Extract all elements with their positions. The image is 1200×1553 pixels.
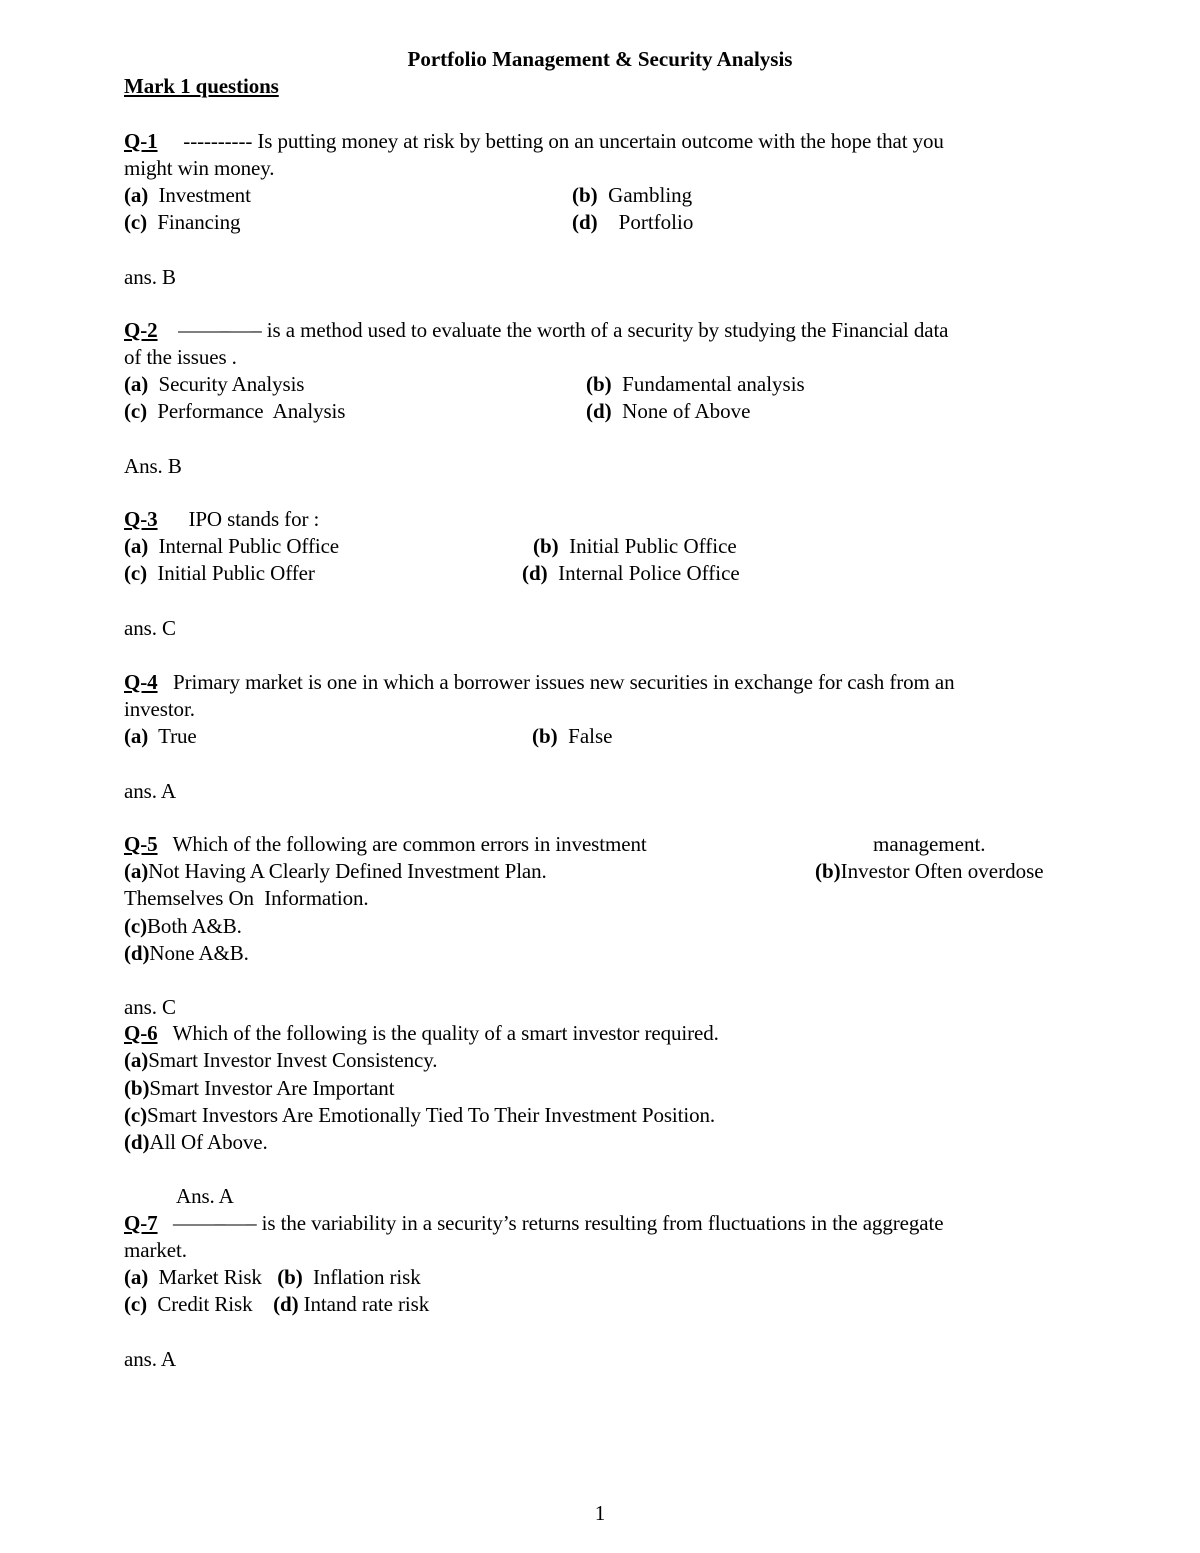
question-text-cont: investor. (124, 697, 195, 721)
question-number: Q-2 (124, 318, 158, 342)
question-number: Q-7 (124, 1211, 158, 1235)
option-d: (d)None A&B. (124, 941, 249, 965)
answer: ans. A (124, 1347, 176, 1371)
document-title: Portfolio Management & Security Analysis (407, 47, 793, 71)
question-number: Q-6 (124, 1021, 158, 1045)
question-number: Q-5 (124, 832, 158, 856)
question-text: ——–—– is a method used to evaluate the worth of a security by studying the Financial data (178, 318, 949, 342)
question-text: IPO stands for : (188, 507, 320, 531)
question-number: Q-4 (124, 670, 158, 694)
section-heading: Mark 1 questions (124, 74, 279, 98)
option-a: (a) Internal Public Office (124, 534, 340, 558)
answer: Ans. A (176, 1184, 234, 1208)
question-text: ——–—– is the variability in a security’s returns resulting from fluctuations in the aggregate (172, 1211, 944, 1235)
question-number: Q-1 (124, 129, 158, 153)
option-a: (a) Investment (124, 183, 251, 207)
question-3 (124, 506, 319, 533)
option-d: (d) None of Above (586, 399, 751, 423)
question-text: Which of the following is the quality of a smart investor required. (172, 1021, 719, 1045)
question-text-cont: might win money. (124, 156, 275, 180)
page-number: 1 (594, 1501, 606, 1525)
question-2 (124, 317, 948, 344)
answer: ans. C (124, 995, 176, 1019)
question-text-end: management. (873, 832, 986, 856)
option-b: (b) Initial Public Office (533, 534, 737, 558)
option-d: (d) Internal Police Office (522, 561, 740, 585)
question-text: ---------- Is putting money at risk by betting on an uncertain outcome with the hope that you (183, 129, 944, 153)
option-c: (c)Smart Investors Are Emotionally Tied To Their Investment Position. (124, 1103, 716, 1127)
question-number: Q-3 (124, 507, 158, 531)
question-5 (124, 831, 647, 858)
option-c: (c) Financing (124, 210, 241, 234)
option-c: (c)Both A&B. (124, 914, 242, 938)
option-b: (b) Gambling (572, 183, 693, 207)
answer: ans. B (124, 265, 176, 289)
answer: ans. C (124, 616, 176, 640)
option-a: (a)Smart Investor Invest Consistency. (124, 1048, 438, 1072)
option-d: (d)All Of Above. (124, 1130, 268, 1154)
question-text: Primary market is one in which a borrower issues new securities in exchange for cash from an (172, 670, 955, 694)
option-b: (b)Smart Investor Are Important (124, 1076, 395, 1100)
option-c: (c) Performance Analysis (124, 399, 346, 423)
question-6 (124, 1020, 719, 1047)
option-b: (b) Fundamental analysis (586, 372, 805, 396)
question-4 (124, 669, 955, 696)
question-1 (124, 128, 944, 155)
question-text: Which of the following are common errors in investment (172, 832, 647, 856)
option-a: (a) Security Analysis (124, 372, 305, 396)
option-d: (d) Portfolio (572, 210, 694, 234)
option-a: (a)Not Having A Clearly Defined Investment Plan. (124, 859, 547, 883)
option-c: (c) Initial Public Offer (124, 561, 315, 585)
question-text-cont: market. (124, 1238, 187, 1262)
question-text-cont: of the issues . (124, 345, 237, 369)
option-b: (b)Investor Often overdose (815, 859, 1044, 883)
option-b: (b) False (532, 724, 613, 748)
option-row-ab: (a) Market Risk (b) Inflation risk (124, 1265, 421, 1289)
question-7 (124, 1210, 943, 1237)
option-row-cd: (c) Credit Risk (d) Intand rate risk (124, 1292, 430, 1316)
option-a: (a) True (124, 724, 197, 748)
option-b-cont: Themselves On Information. (124, 886, 369, 910)
answer: ans. A (124, 779, 176, 803)
answer: Ans. B (124, 454, 182, 478)
